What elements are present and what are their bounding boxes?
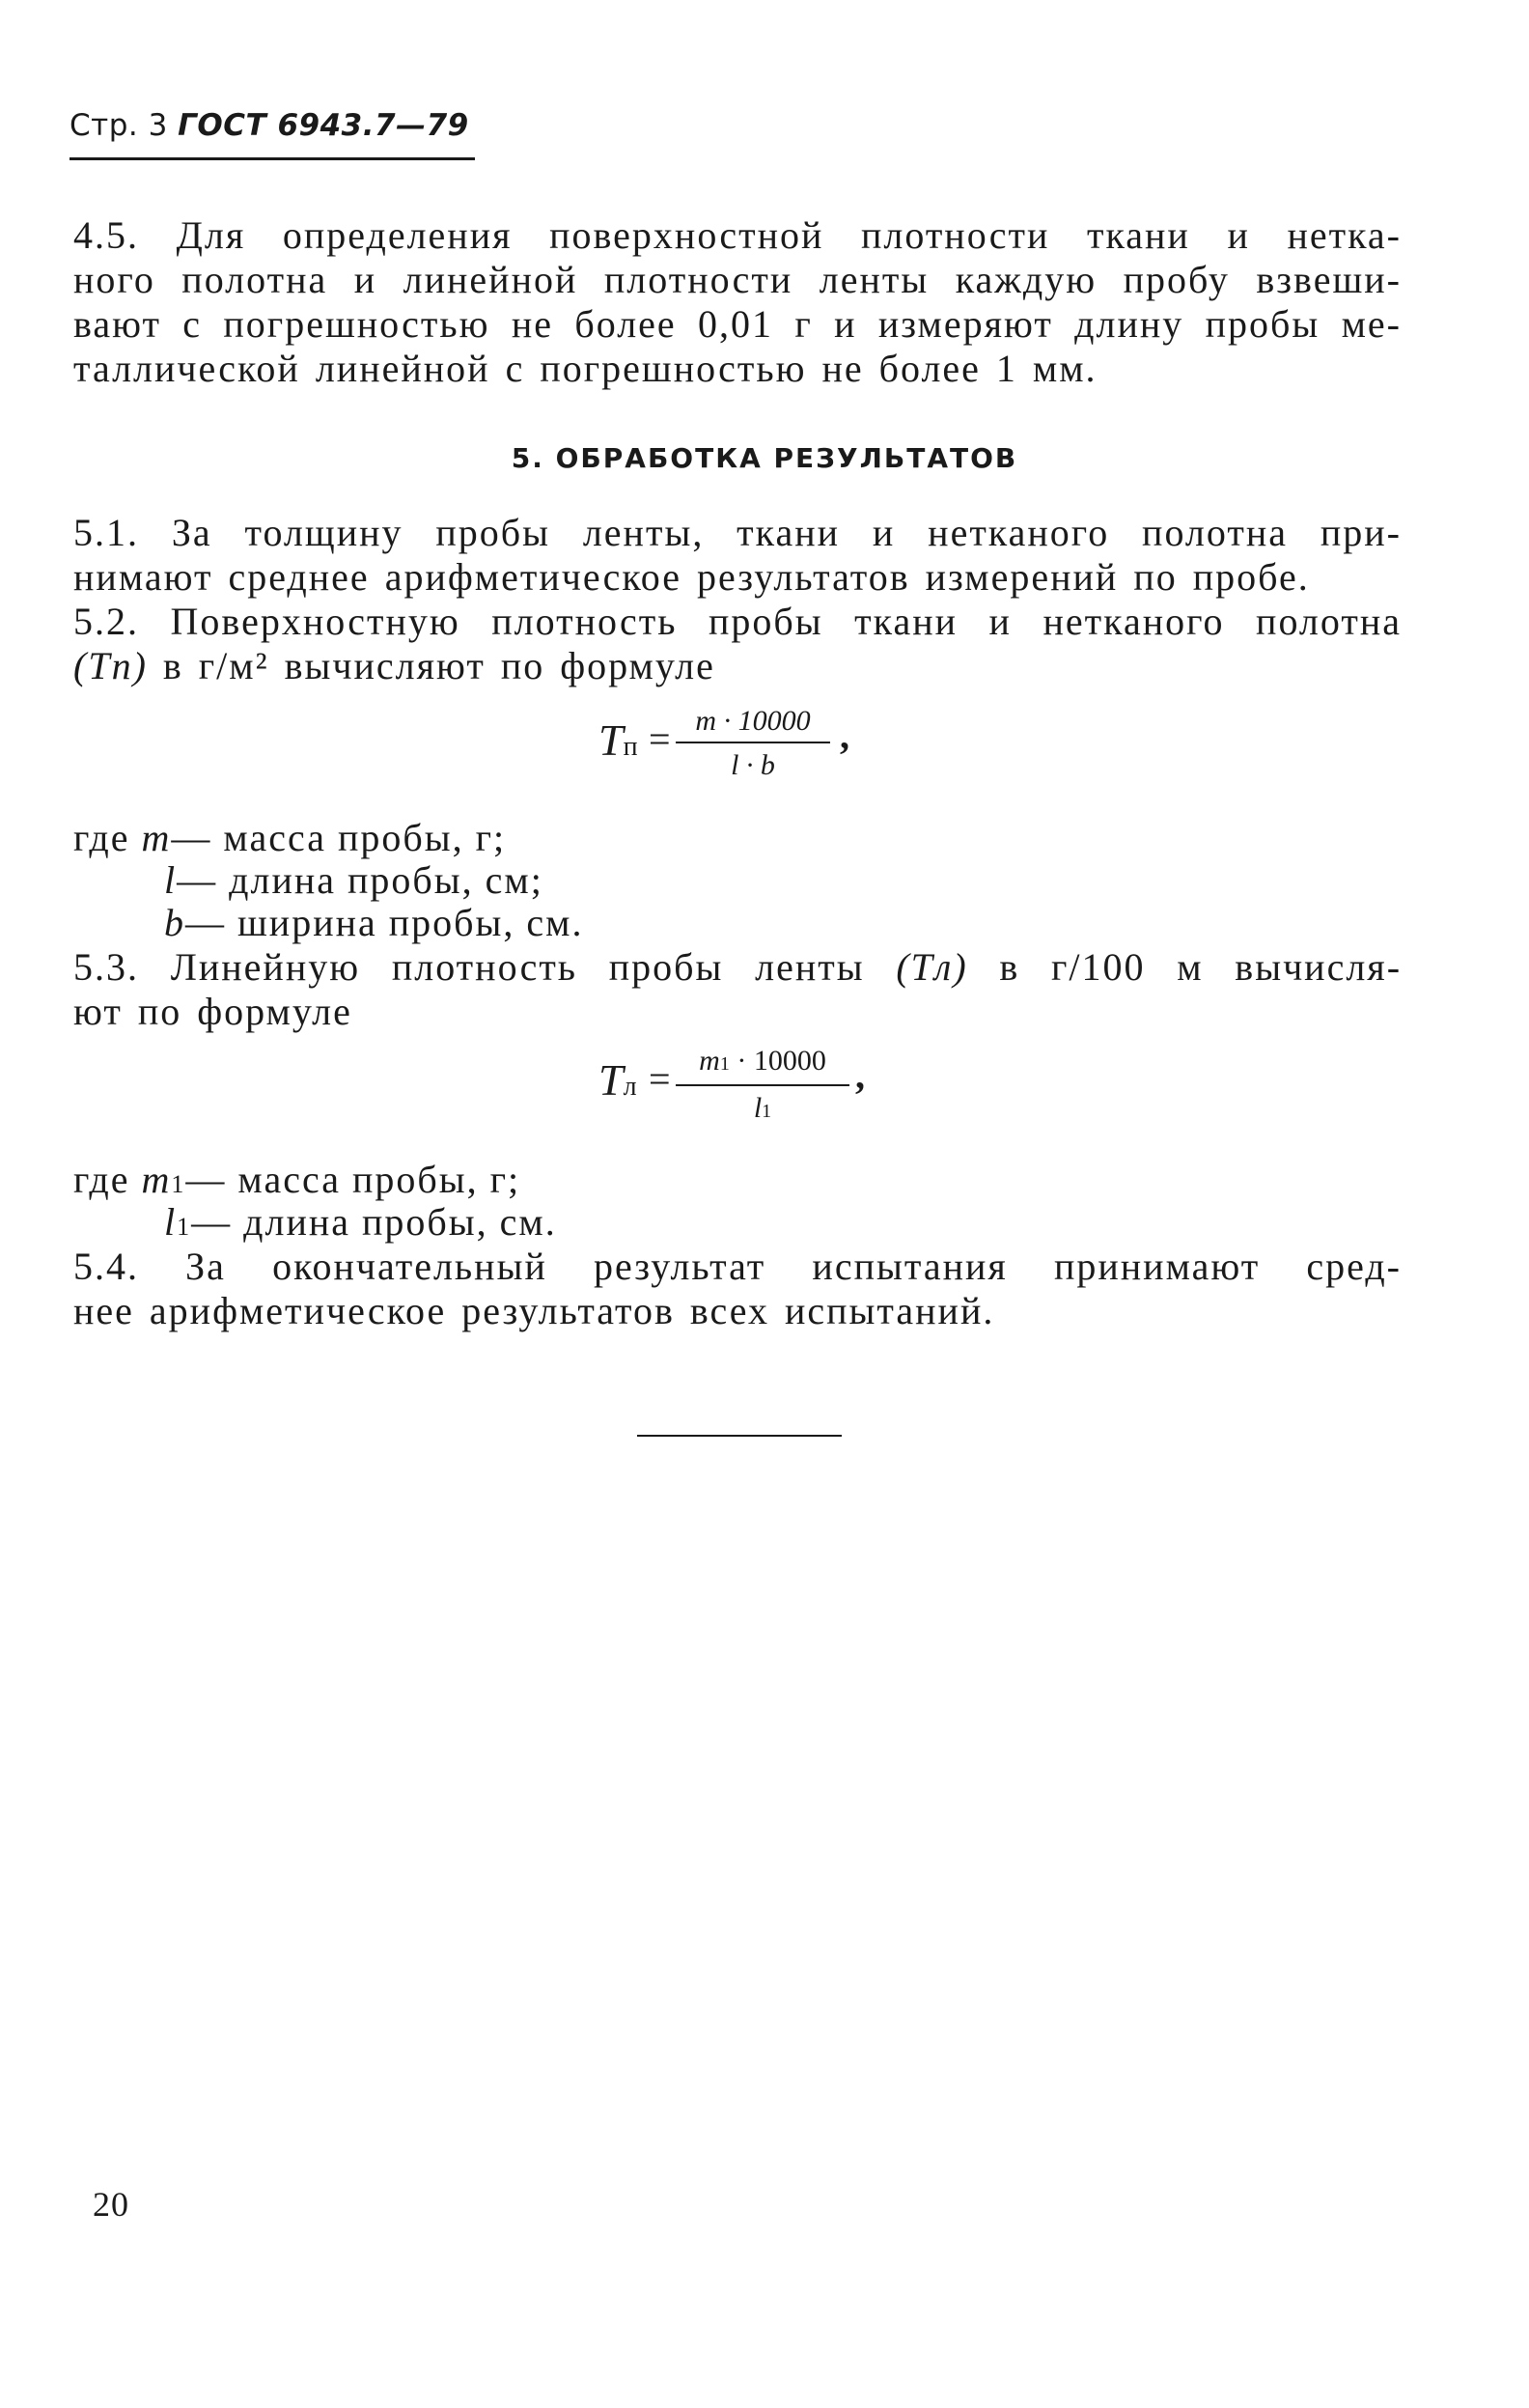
formula1-numerator: m · 10000 [695, 705, 811, 737]
where1-line-3 [164, 902, 583, 944]
where1-line-2 [164, 859, 543, 902]
where2-intro: где [73, 1158, 130, 1201]
formula2-denominator: l1 [753, 1092, 772, 1124]
where2-line-2 [164, 1201, 557, 1248]
formula2-fraction [676, 1045, 849, 1128]
formula-surface-density [598, 705, 907, 811]
formula1-fraction [676, 705, 830, 782]
paragraph-5-3-line-2: ют по формуле [73, 990, 352, 1033]
paragraph-4-5-line-3: вают с погрешностью не более 0,01 г и измеряют длину пробы ме- [73, 302, 1402, 346]
where1-desc-l: — длина пробы, см; [177, 858, 543, 902]
paragraph-5-2-line-2-text: в г/м² вычисляют по формуле [162, 644, 715, 687]
where2-var-m1: m [141, 1158, 172, 1201]
paragraph-5-1-line-1: 5.1. За толщину пробы ленты, ткани и нетканого полотна при- [73, 511, 1402, 554]
formula2-lhs: Tл [598, 1055, 637, 1105]
formula2-fraction-bar [676, 1084, 849, 1086]
where2-var-l1: l [164, 1200, 178, 1244]
running-header [70, 108, 469, 143]
where1-line-1 [73, 817, 506, 859]
surface-density-symbol: (Tп) [73, 644, 148, 687]
paragraph-4-5-line-1: 4.5. Для определения поверхностной плотности ткани и нетка- [73, 213, 1402, 257]
standard-number: ГОСТ 6943.7—79 [178, 108, 469, 143]
paragraph-5-2-line-2 [73, 645, 749, 687]
paragraph-5-4-line-1: 5.4. За окончательный результат испытания принимают сред- [73, 1245, 1402, 1288]
formula1-comma: , [840, 714, 849, 757]
paragraph-4-5-line-2: ного полотна и линейной плотности ленты каждую пробу взвеши- [73, 258, 1402, 301]
where2-var-l1-sub: 1 [177, 1213, 192, 1241]
where2-desc-l1: — длина пробы, см. [191, 1200, 557, 1244]
paragraph-4-5-line-4: таллической линейной с погрешностью не более 1 мм. [73, 347, 1098, 390]
linear-density-symbol: (Tл) [896, 945, 968, 989]
formula2-comma: , [855, 1053, 865, 1097]
page-number: 20 [93, 2185, 129, 2224]
page-label: Стр. 3 [70, 108, 168, 143]
paragraph-5-3-line-1 [73, 946, 1402, 989]
where1-intro: где [73, 816, 130, 859]
formula1-denominator: l · b [731, 749, 775, 781]
paragraph-5-4-line-2: нее арифметическое результатов всех испытаний. [73, 1289, 995, 1332]
where1-var-b: b [164, 901, 185, 944]
paragraph-5-3-end: в г/100 м вычисля- [999, 945, 1403, 989]
paragraph-5-1-line-2: нимают среднее арифметическое результатов измерений по пробе. [73, 555, 1310, 599]
formula1-fraction-bar [676, 742, 830, 743]
where1-var-l: l [164, 858, 178, 902]
formula2-equals: = [649, 1057, 671, 1101]
where1-desc-m: — масса пробы, г; [171, 816, 507, 859]
formula1-equals: = [649, 717, 671, 761]
where1-var-m: m [141, 816, 172, 859]
formula2-numerator: m1 · 10000 [699, 1045, 826, 1077]
where1-desc-b: — ширина пробы, см. [185, 901, 584, 944]
header-rule [70, 157, 475, 160]
where2-var-m1-sub: 1 [171, 1170, 186, 1198]
formula-linear-density [598, 1045, 907, 1151]
formula2-lhs-sub: л [623, 1072, 637, 1102]
where2-line-1 [73, 1159, 520, 1206]
paragraph-5-2-line-1: 5.2. Поверхностную плотность пробы ткани и нетканого полотна [73, 600, 1402, 643]
section-heading: 5. ОБРАБОТКА РЕЗУЛЬТАТОВ [511, 442, 1018, 474]
end-of-text-rule [637, 1435, 842, 1437]
where2-desc-m1: — масса пробы, г; [185, 1158, 521, 1201]
paragraph-5-3-start: 5.3. Линейную плотность пробы ленты [73, 945, 865, 989]
formula1-lhs: Tп [598, 715, 638, 765]
formula1-lhs-sub: п [623, 732, 638, 762]
